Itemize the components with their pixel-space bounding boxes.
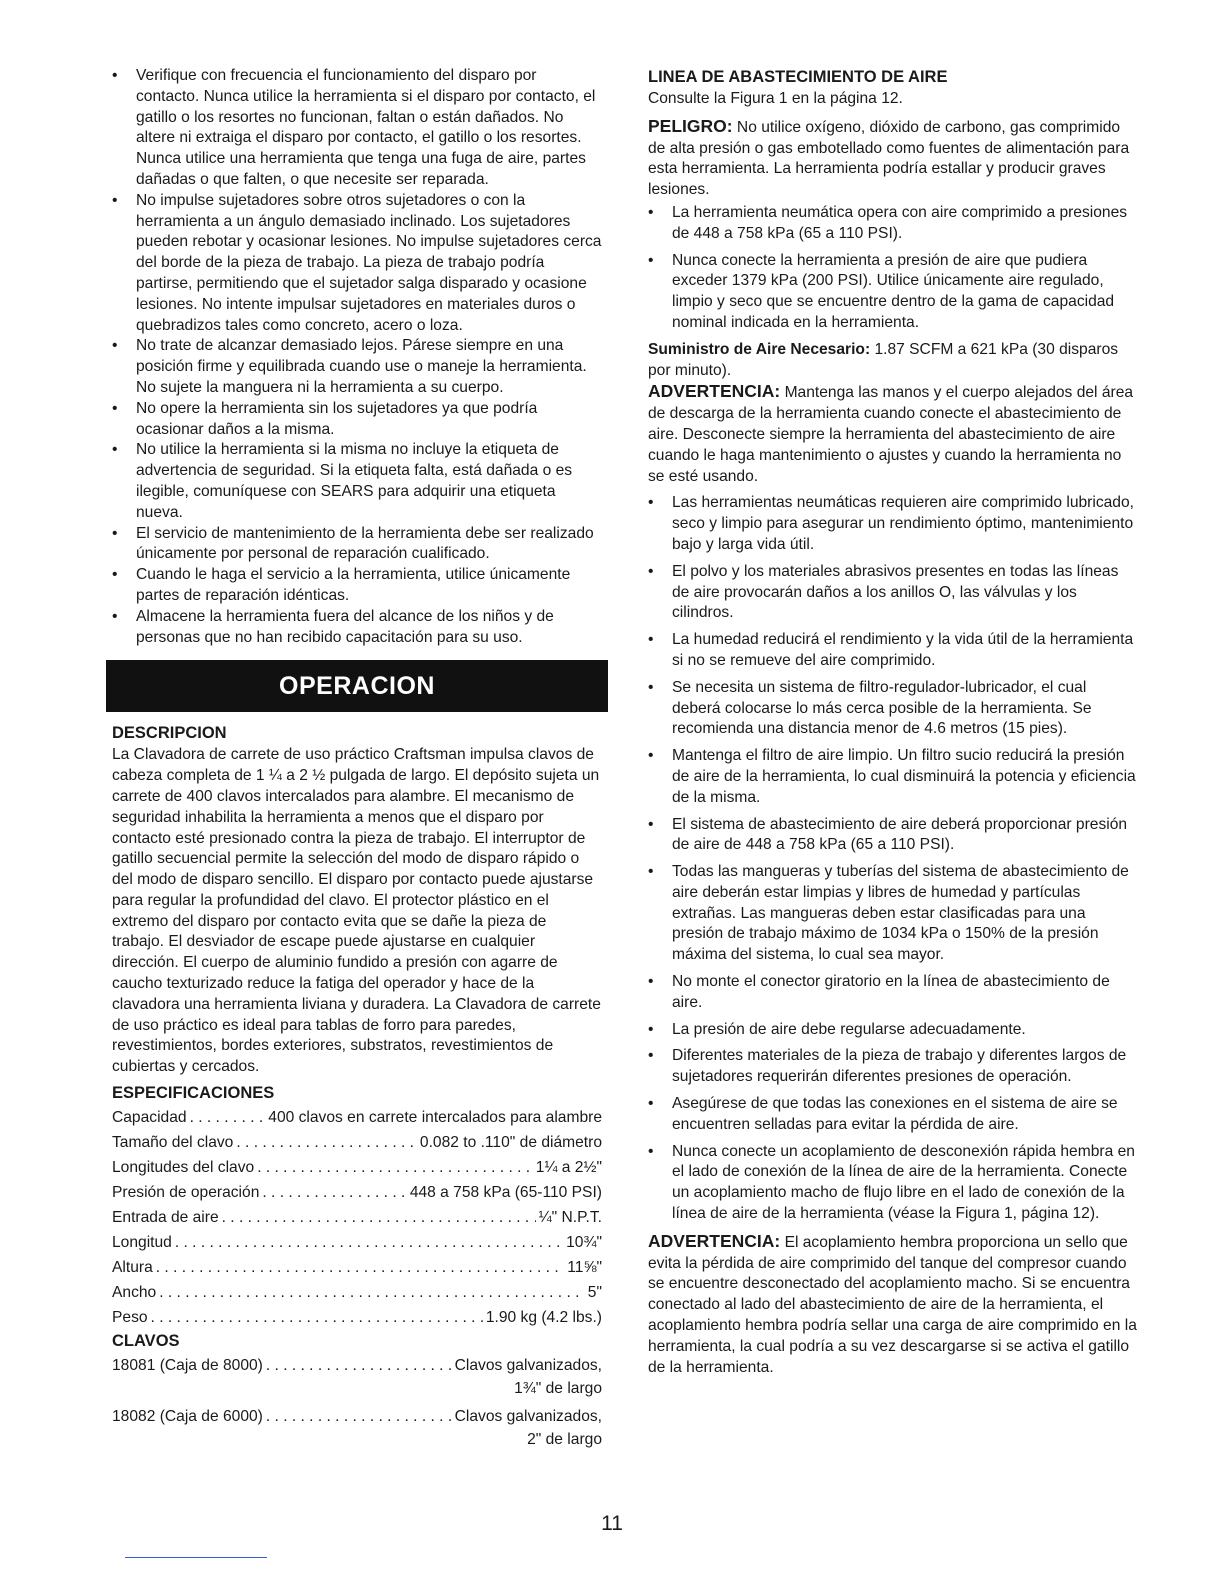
figure-reference: Consulte la Figura 1 en la página 12.: [648, 90, 903, 107]
pressure-bullet-list: [648, 203, 1138, 334]
spec-label: Ancho: [112, 1284, 157, 1302]
leader-dots: [257, 1155, 533, 1180]
descripcion-paragraph: La Clavadora de carrete de uso práctico Craftsman impulsa clavos de cabeza completa de 1 ¼ a 2 ½ pulgada de largo. El depósito sujeta un carrete de 400 clavos intercalados para alambre. El mecanismo de seguridad inhabilita la herramienta a menos que el disparo por contacto esté presionado contra la pieza de trabajo. El interruptor de gatillo secuencial permite la selección del modo de disparo rápido o del modo de disparo sencillo. El disparo por contacto puede ajustarse para regular la profundidad del clavo. El protector plástico en el extremo del disparo por contacto evita que se dañe la pieza de trabajo. El desviador de escape puede ajustarse en cualquier dirección. El cuerpo de aluminio fundido a presión con agarre de caucho texturizado reduce la fatiga del operador y hace de la clavadora una herramienta liviana y duradera. La Clavadora de carrete de uso práctico es ideal para tablas de forro para paredes, revestimientos, bordes exteriores, substratos, revestimientos de cubiertas y cercados.: [112, 746, 601, 1076]
bullet-item: • Asegúrese de que todas las conexiones en el sistema de aire se encuentren selladas para evitar la pérdida de aire.: [648, 1094, 1138, 1136]
left-column: [112, 66, 602, 1455]
bullet-item: • No impulse sujetadores sobre otros sujetadores o con la herramienta a un ángulo demasiado inclinado. Los sujetadores pueden rebotar y ocasionar lesiones. No impulse sujetadores cerca del borde de la pieza de trabajo. La pieza de trabajo podría partirse, permitiendo que el sujetador salga disparado y ocasione lesiones. No intente impulsar sujetadores en materiales duros o quebradizos tales como concreto, acero o loza.: [112, 191, 602, 337]
clavos-value: Clavos galvanizados,: [454, 1408, 602, 1426]
spec-label: Capacidad: [112, 1109, 187, 1127]
specs-list: [112, 1105, 602, 1330]
spec-label: Longitud: [112, 1234, 172, 1252]
bullet-item: • Se necesita un sistema de filtro-regulador-lubricador, el cual deberá colocarse lo más cerca posible de la herramienta. Se recomienda una distancia menor de 4.6 metros (15 pies).: [648, 678, 1138, 740]
advertencia-paragraph: [648, 1231, 1138, 1379]
spec-row: [112, 1180, 602, 1205]
leader-dots: [266, 1404, 452, 1429]
clavos-label: 18082 (Caja de 6000): [112, 1408, 263, 1426]
spec-value: ¼" N.P.T.: [538, 1209, 602, 1227]
spec-row: [112, 1205, 602, 1230]
spec-label: Entrada de aire: [112, 1209, 219, 1227]
advertencia-paragraph: [648, 381, 1138, 487]
spec-row: [112, 1280, 602, 1305]
leader-dots: [262, 1180, 406, 1205]
bullet-item: • La presión de aire debe regularse adecuadamente.: [648, 1020, 1138, 1041]
spec-value: 10¾": [566, 1234, 602, 1252]
bullet-item: • La herramienta neumática opera con aire comprimido a presiones de 448 a 758 kPa (65 a 110 PSI).: [648, 203, 1138, 245]
air-supply-bullet-list: [648, 493, 1138, 1225]
leader-dots: [159, 1280, 585, 1305]
spec-row: [112, 1305, 602, 1330]
leader-dots: [266, 1353, 452, 1378]
spec-row: [112, 1130, 602, 1155]
bullet-item: • La humedad reducirá el rendimiento y la vida útil de la herramienta si no se remueve del aire comprimido.: [648, 630, 1138, 672]
bullet-item: • Las herramientas neumáticas requieren aire comprimido lubricado, seco y limpio para asegurar un rendimiento óptimo, mantenimiento bajo y larga vida útil.: [648, 493, 1138, 555]
spec-value: 0.082 to .110" de diámetro: [419, 1134, 602, 1152]
clavos-label: 18081 (Caja de 8000): [112, 1357, 263, 1375]
spec-row: [112, 1255, 602, 1280]
leader-dots: [236, 1130, 417, 1155]
spec-row: [112, 1230, 602, 1255]
linea-heading: LINEA DE ABASTECIMIENTO DE AIRE: [648, 68, 948, 86]
especificaciones-heading: ESPECIFICACIONES: [112, 1084, 275, 1103]
bullet-item: • No monte el conector giratorio en la línea de abastecimiento de aire.: [648, 972, 1138, 1014]
leader-dots: [222, 1205, 536, 1230]
spec-label: Peso: [112, 1309, 148, 1327]
bullet-item: • No utilice la herramienta si la misma no incluye la etiqueta de advertencia de seguridad. Si la etiqueta falta, está dañada o es ilegible, comuníquese con SEARS para adquirir una etiqueta nueva.: [112, 440, 602, 523]
bullet-item: • El servicio de mantenimiento de la herramienta debe ser realizado únicamente por personal de reparación cualificado.: [112, 524, 602, 566]
spec-value: 11⅝": [567, 1259, 602, 1277]
advertencia-label: ADVERTENCIA:: [648, 1230, 781, 1251]
leader-dots: [151, 1305, 483, 1330]
leader-dots: [156, 1255, 565, 1280]
suministro-paragraph: [648, 340, 1138, 382]
clavos-length: 1¾" de largo: [514, 1380, 602, 1398]
bullet-item: • Almacene la herramienta fuera del alcance de los niños y de personas que no han recibido capacitación para su uso.: [112, 607, 602, 649]
suministro-label: Suministro de Aire Necesario:: [648, 340, 871, 358]
spec-label: Longitudes del clavo: [112, 1159, 255, 1177]
leader-dots: [190, 1105, 266, 1130]
clavos-item: [112, 1404, 602, 1451]
footer-rule: [125, 1557, 267, 1558]
advertencia-text: El acoplamiento hembra proporciona un sello que evita la pérdida de aire comprimido del tanque del compresor cuando se encuentre desconectado del acoplamiento macho. Si se encuentra conectado al lado del abastecimiento de aire de la herramienta, el acoplamiento hembra podría sellar una carga de aire comprimido en la herramienta, la cual podría a su vez descargarse si se activa el gatillo de la herramienta.: [648, 1233, 1137, 1376]
clavos-heading: CLAVOS: [112, 1332, 180, 1351]
bullet-item: • No trate de alcanzar demasiado lejos. Párese siempre en una posición firme y equilibrada cuando use o maneje la herramienta. No sujete la manguera ni la herramienta a su cuerpo.: [112, 336, 602, 398]
bullet-item: • Todas las mangueras y tuberías del sistema de abastecimiento de aire deberán estar limpias y libres de humedad y partículas extrañas. Las mangueras deben estar clasificadas para una presión de trabajo máximo de 1034 kPa o 150% de la presión máxima del sistema, lo cual sea mayor.: [648, 862, 1138, 966]
spec-value: 1¼ a 2½": [535, 1159, 602, 1177]
bullet-item: • Diferentes materiales de la pieza de trabajo y diferentes largos de sujetadores requerirán diferentes presiones de operación.: [648, 1046, 1138, 1088]
bullet-item: • Verifique con frecuencia el funcionamiento del disparo por contacto. Nunca utilice la herramienta si el disparo por contacto, el gatillo o los resortes no funcionan, faltan o están dañados. No altere ni extraiga el disparo por contacto, el gatillo o los resortes. Nunca utilice una herramienta que tenga una fuga de aire, partes dañadas o que falten, o que necesite ser reparada.: [112, 66, 602, 191]
spec-row: [112, 1105, 602, 1130]
peligro-text: No utilice oxígeno, dióxido de carbono, gas comprimido de alta presión o gas embotellado como fuentes de alimentación para esta herramienta. La herramienta podría estallar y producir graves lesiones.: [648, 118, 1130, 199]
bullet-item: • No opere la herramienta sin los sujetadores ya que podría ocasionar daños a la misma.: [112, 399, 602, 441]
clavos-length: 2" de largo: [527, 1431, 602, 1449]
spec-label: Altura: [112, 1259, 153, 1277]
peligro-label: PELIGRO:: [648, 115, 733, 136]
advertencia-text: Mantenga las manos y el cuerpo alejados del área de descarga de la herramienta cuando conecte el abastecimiento de aire. Desconecte siempre la herramienta del abastecimiento de aire cuando le haga mantenimiento o ajustes y cuando la herramienta no se esté usando.: [648, 384, 1134, 485]
clavos-value: Clavos galvanizados,: [454, 1357, 602, 1375]
bullet-item: • El sistema de abastecimiento de aire deberá proporcionar presión de aire de 448 a 758 kPa (65 a 110 PSI).: [648, 815, 1138, 857]
peligro-paragraph: [648, 116, 1138, 201]
leader-dots: [175, 1230, 563, 1255]
descripcion-heading: DESCRIPCION: [112, 724, 227, 743]
bullet-item: • Nunca conecte la herramienta a presión de aire que pudiera exceder 1379 kPa (200 PSI). Utilice únicamente aire regulado, limpio y seco que se encuentre dentro de la gama de capacidad nominal indicada en la herramienta.: [648, 251, 1138, 334]
spec-value: 5": [587, 1284, 602, 1302]
suministro-text: 1.87 SCFM a 621 kPa (30 disparos por minuto).: [648, 340, 1119, 379]
bullet-item: • Nunca conecte un acoplamiento de desconexión rápida hembra en el lado de conexión de la línea de aire de la herramienta. Conecte un acoplamiento macho de flujo libre en el lado de conexión de la línea de aire de la herramienta (véase la Figura 1, página 12).: [648, 1142, 1138, 1225]
clavos-row: [112, 1353, 602, 1378]
spec-value: 400 clavos en carrete intercalados para alambre: [268, 1109, 602, 1127]
clavos-row: [112, 1404, 602, 1429]
spec-value: 1.90 kg (4.2 lbs.): [485, 1309, 602, 1327]
bullet-item: • Cuando le haga el servicio a la herramienta, utilice únicamente partes de reparación idénticas.: [112, 565, 602, 607]
spec-row: [112, 1155, 602, 1180]
spec-value: 448 a 758 kPa (65-110 PSI): [409, 1184, 602, 1202]
spec-label: Tamaño del clavo: [112, 1134, 234, 1152]
advertencia-label: ADVERTENCIA:: [648, 381, 781, 402]
right-column: [648, 66, 1138, 1378]
safety-bullet-list: [112, 66, 602, 648]
clavos-item: [112, 1353, 602, 1400]
bullet-item: • El polvo y los materiales abrasivos presentes en todas las líneas de aire provocarán daños a los anillos O, las válvulas y los cilindros.: [648, 562, 1138, 624]
bullet-item: • Mantenga el filtro de aire limpio. Un filtro sucio reducirá la presión de aire de la herramienta, lo cual disminuirá la potencia y eficiencia de la misma.: [648, 746, 1138, 808]
operacion-banner: OPERACION: [106, 660, 608, 712]
page-number: 11: [601, 1512, 623, 1535]
spec-label: Presión de operación: [112, 1184, 260, 1202]
